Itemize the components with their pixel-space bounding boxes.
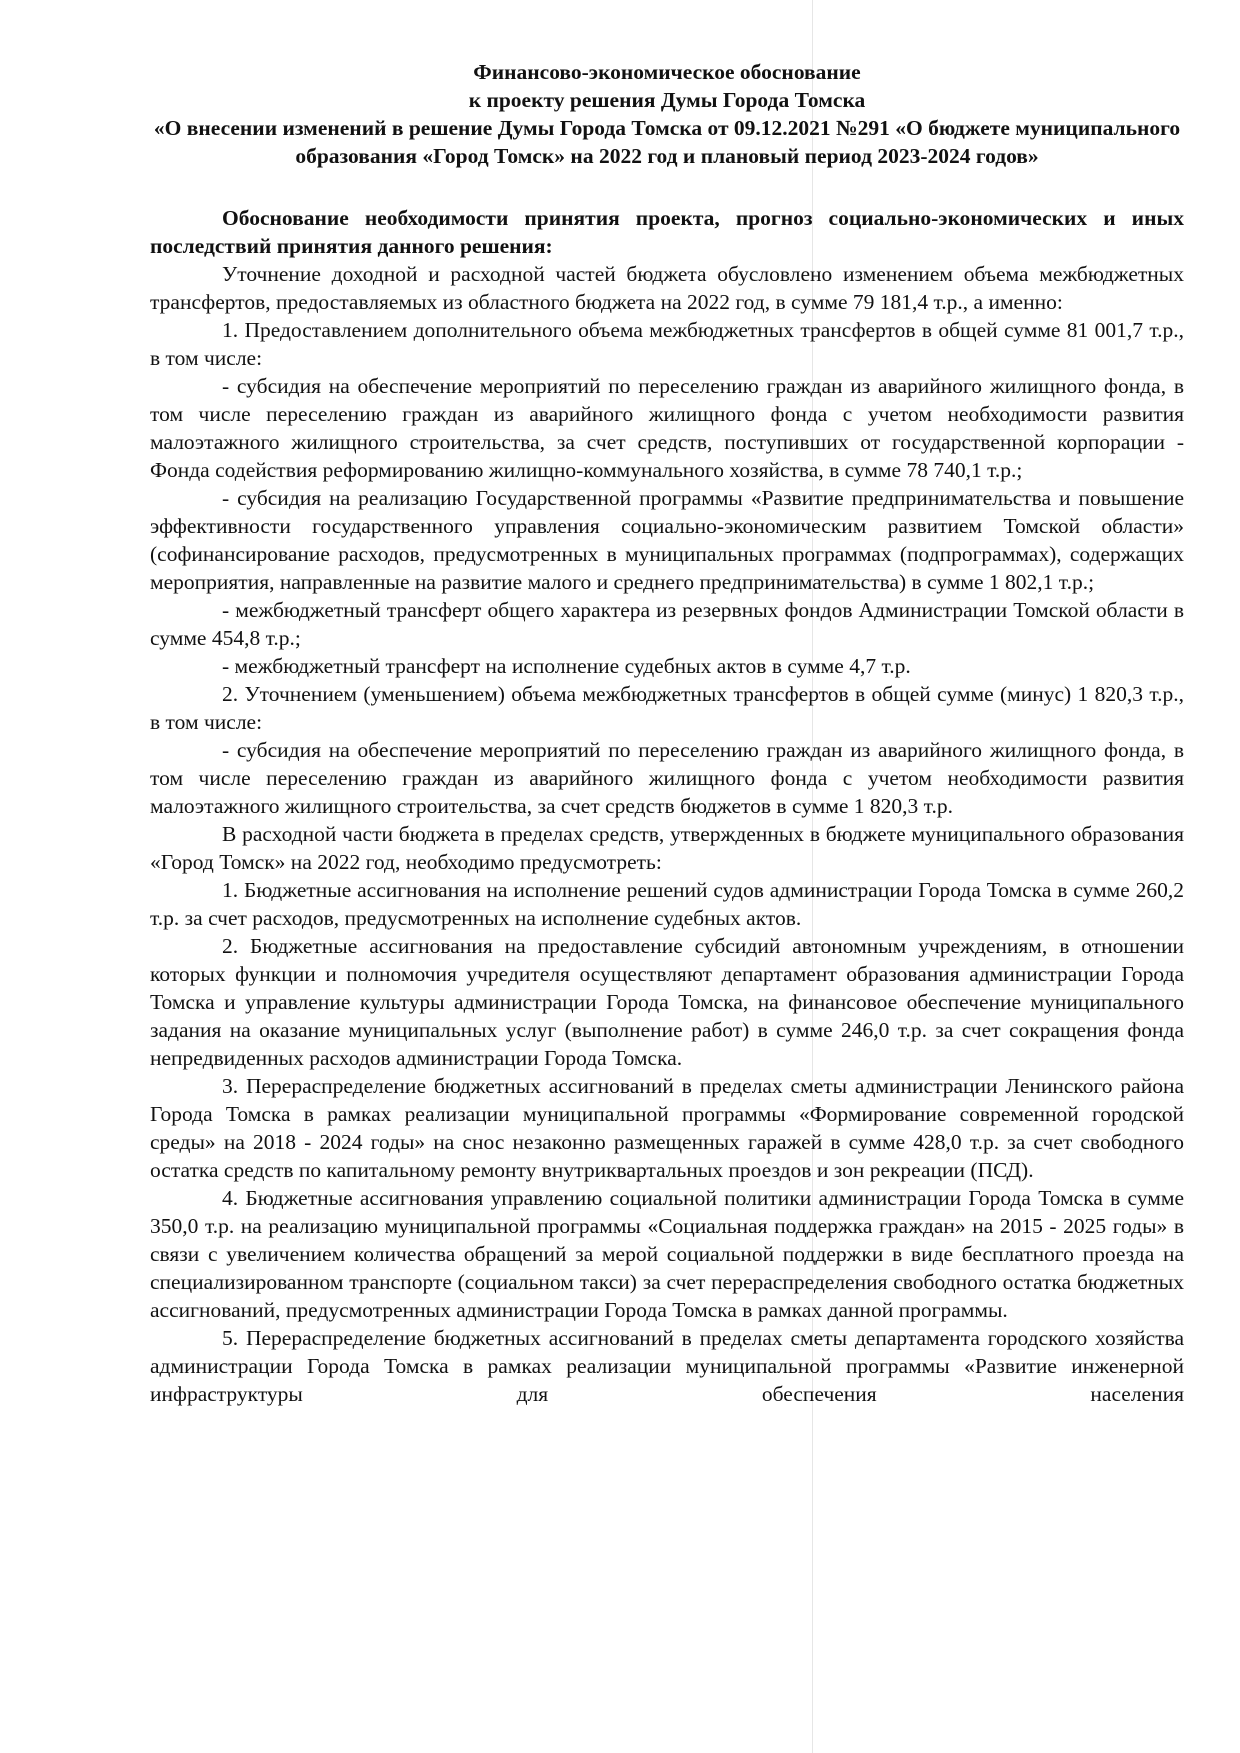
paragraph: - межбюджетный трансферт общего характера из резервных фондов Администрации Томской области в сумме 454,8 т.р.;	[150, 598, 1184, 650]
paragraph: 3. Перераспределение бюджетных ассигнований в пределах сметы администрации Ленинского района Города Томска в рамках реализации муниципальной программы «Формирование современной городской среды» на 2018 - 2024 годы» на снос незаконно размещенных гаражей в сумме 428,0 т.р. за счет свободного остатка средств по капитальному ремонту внутриквартальных проездов и зон рекреации (ПСД).	[150, 1074, 1184, 1182]
paragraph: 2. Бюджетные ассигнования на предоставление субсидий автономным учреждениям, в отношении которых функции и полномочия учредителя осуществляют департамент образования администрации Города Томска и управление культуры администрации Города Томска, на финансовое обеспечение муниципального задания на оказание муниципальных услуг (выполнение работ) в сумме 246,0 т.р. за счет сокращения фонда непредвиденных расходов администрации Города Томска.	[150, 934, 1184, 1070]
title-line-1: Финансово-экономическое обоснование	[473, 60, 861, 84]
paragraph: 1. Бюджетные ассигнования на исполнение решений судов администрации Города Томска в сумме 260,2 т.р. за счет расходов, предусмотренных на исполнение судебных актов.	[150, 878, 1184, 930]
document-page	[150, 58, 1184, 1408]
paragraph: Уточнение доходной и расходной частей бюджета обусловлено изменением объема межбюджетных трансфертов, предоставляемых из областного бюджета на 2022 год, в сумме 79 181,4 т.р., а именно:	[150, 262, 1184, 314]
paragraph: - субсидия на реализацию Государственной программы «Развитие предпринимательства и повышение эффективности государственного управления социально-экономическим развитием Томской области» (софинансирование расходов, предусмотренных в муниципальных программах (подпрограммах), содержащих мероприятия, направленные на развитие малого и среднего предпринимательства) в сумме 1 802,1 т.р.;	[150, 486, 1184, 594]
paragraph: - субсидия на обеспечение мероприятий по переселению граждан из аварийного жилищного фонда, в том числе переселению граждан из аварийного жилищного фонда с учетом необходимости развития малоэтажного жилищного строительства, за счет средств бюджетов в сумме 1 820,3 т.р.	[150, 738, 1184, 818]
section-heading: Обоснование необходимости принятия проекта, прогноз социально-экономических и иных последствий принятия данного решения:	[150, 206, 1184, 258]
paragraph: 5. Перераспределение бюджетных ассигнований в пределах сметы департамента городского хозяйства администрации Города Томска в рамках реализации муниципальной программы «Развитие инженерной инфраструктуры для обеспечения населения	[150, 1326, 1184, 1406]
paragraph: 4. Бюджетные ассигнования управлению социальной политики администрации Города Томска в сумме 350,0 т.р. на реализацию муниципальной программы «Социальная поддержка граждан» на 2015 - 2025 годы» в связи с увеличением количества обращений за мерой социальной поддержки в виде бесплатного проезда на специализированном транспорте (социальном такси) за счет перераспределения свободного остатка бюджетных ассигнований, предусмотренных администрации Города Томска в рамках данной программы.	[150, 1186, 1184, 1322]
title-line-3: «О внесении изменений в решение Думы Города Томска от 09.12.2021 №291 «О бюджете муниципального образования «Город Томск» на 2022 год и плановый период 2023-2024 годов»	[153, 116, 1181, 168]
paragraph: В расходной части бюджета в пределах средств, утвержденных в бюджете муниципального образования «Город Томск» на 2022 год, необходимо предусмотреть:	[150, 822, 1184, 874]
title-line-2: к проекту решения Думы Города Томска	[468, 88, 866, 112]
paragraph: 1. Предоставлением дополнительного объема межбюджетных трансфертов в общей сумме 81 001,7 т.р., в том числе:	[150, 318, 1184, 370]
paragraph: 2. Уточнением (уменьшением) объема межбюджетных трансфертов в общей сумме (минус) 1 820,3 т.р., в том числе:	[150, 682, 1184, 734]
document-title	[150, 58, 1184, 170]
paragraph: - межбюджетный трансферт на исполнение судебных актов в сумме 4,7 т.р.	[222, 654, 911, 678]
paragraph: - субсидия на обеспечение мероприятий по переселению граждан из аварийного жилищного фонда, в том числе переселению граждан из аварийного жилищного фонда с учетом необходимости развития малоэтажного жилищного строительства, за счет средств, поступивших от государственной корпорации - Фонда содействия реформированию жилищно-коммунального хозяйства, в сумме 78 740,1 т.р.;	[150, 374, 1184, 482]
